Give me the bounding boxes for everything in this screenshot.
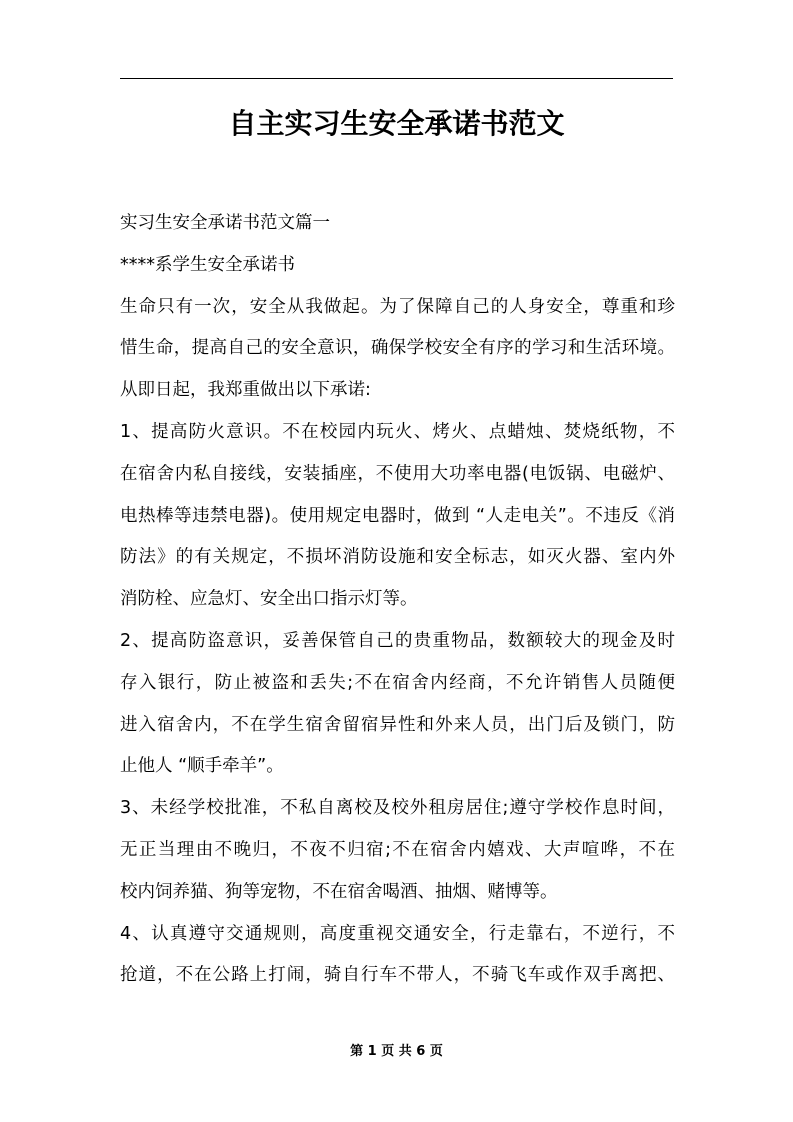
paragraph-line: 电热棒等违禁电器)。使用规定电器时，做到 “人走电关”。不违反《消 xyxy=(120,505,675,526)
section-heading: 实习生安全承诺书范文篇一 xyxy=(120,213,330,233)
paragraph-line: 在宿舍内私自接线，安装插座，不使用大功率电器(电饭锅、电磁炉、 xyxy=(120,463,675,484)
subheading: ****系学生安全承诺书 xyxy=(120,254,295,275)
paragraph-line: 校内饲养猫、狗等宠物，不在宿舍喝酒、抽烟、赌博等。 xyxy=(120,881,558,902)
paragraph-line: 3、未经学校批准，不私自离校及校外租房居住;遵守学校作息时间， xyxy=(120,798,675,819)
page-title: 自主实习生安全承诺书范文 xyxy=(228,107,565,140)
paragraph-line: 无正当理由不晚归，不夜不归宿;不在宿舍内嬉戏、大声喧哗，不在 xyxy=(120,839,675,860)
paragraph-line: 防法》的有关规定，不损坏消防设施和安全标志，如灭火器、室内外 xyxy=(120,547,675,568)
paragraph-line: 生命只有一次，安全从我做起。为了保障自己的人身安全，尊重和珍 xyxy=(120,296,675,317)
document-body xyxy=(120,203,675,997)
paragraph-line: 惜生命，提高自己的安全意识，确保学校安全有序的学习和生活环境。 xyxy=(120,338,675,359)
paragraph-line: 2、提高防盗意识，妥善保管自己的贵重物品，数额较大的现金及时 xyxy=(120,630,675,651)
paragraph-line: 进入宿舍内，不在学生宿舍留宿异性和外来人员，出门后及锁门，防 xyxy=(120,714,675,735)
paragraph-line: 消防栓、应急灯、安全出口指示灯等。 xyxy=(120,589,418,610)
paragraph-line: 从即日起，我郑重做出以下承诺: xyxy=(120,380,371,401)
paragraph-line: 止他人 “顺手牵羊”。 xyxy=(120,756,284,777)
paragraph-line: 抢道，不在公路上打闹，骑自行车不带人，不骑飞车或作双手离把、 xyxy=(120,965,675,986)
paragraph-line: 1、提高防火意识。不在校园内玩火、烤火、点蜡烛、焚烧纸物，不 xyxy=(120,421,675,442)
paragraph-line: 存入银行，防止被盗和丢失;不在宿舍内经商，不允许销售人员随便 xyxy=(120,672,675,693)
header-rule xyxy=(120,78,673,79)
page-number-footer: 第 1 页 共 6 页 xyxy=(350,1044,443,1059)
paragraph-line: 4、认真遵守交通规则，高度重视交通安全，行走靠右，不逆行，不 xyxy=(120,923,675,944)
